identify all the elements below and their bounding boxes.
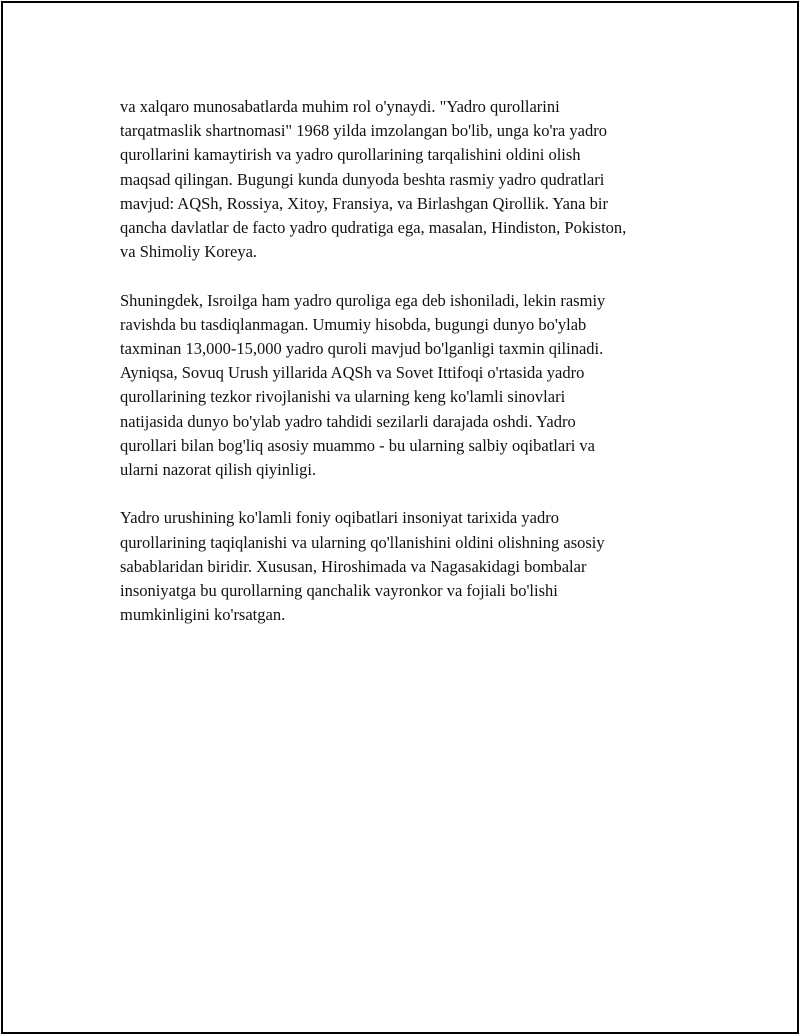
paragraph-1: va xalqaro munosabatlarda muhim rol o'ynaydi. "Yadro qurollarini tarqatmaslik shartnomasi" 1968 yilda imzolangan bo'lib, unga ko'ra yadro qurollarini kamaytirish va yadro qurollarining tarqalishini oldini olish maqsad qilingan. Bugungi kunda dunyoda beshta rasmiy yadro qudratlari mavjud: AQSh, Rossiya, Xitoy, Fransiya, va Birlashgan Qirollik. Yana bir qancha davlatlar de facto yadro qudratiga ega, masalan, Hindiston, Pokiston, va Shimoliy Koreya.	[120, 97, 627, 262]
document-body	[120, 95, 692, 652]
paragraph-2: Shuningdek, Isroilga ham yadro quroliga ega deb ishoniladi, lekin rasmiy ravishda bu tasdiqlanmagan. Umumiy hisobda, bugungi dunyo bo'ylab taxminan 13,000-15,000 yadro quroli mavjud bo'lganligi taxmin qilinadi. Ayniqsa, Sovuq Urush yillarida AQSh va Sovet Ittifoqi o'rtasida yadro qurollarining tezkor rivojlanishi va ularning keng ko'lamli sinovlari natijasida dunyo bo'ylab yadro tahdidi sezilarli darajada oshdi. Yadro qurollari bilan bog'liq asosiy muammo - bu ularning salbiy oqibatlari va ularni nazorat qilish qiyinligi.	[120, 290, 606, 480]
paragraph-3: Yadro urushining ko'lamli foniy oqibatlari insoniyat tarixida yadro qurollarining taqiqlanishi va ularning qo'llanishini oldini olishning asosiy sabablaridan biridir. Xususan, Hiroshimada va Nagasakidagi bombalar insoniyatga bu qurollarning qanchalik vayronkor va fojiali bo'lishi mumkinligini ko'rsatgan.	[120, 508, 605, 625]
page-frame	[1, 1, 799, 1034]
